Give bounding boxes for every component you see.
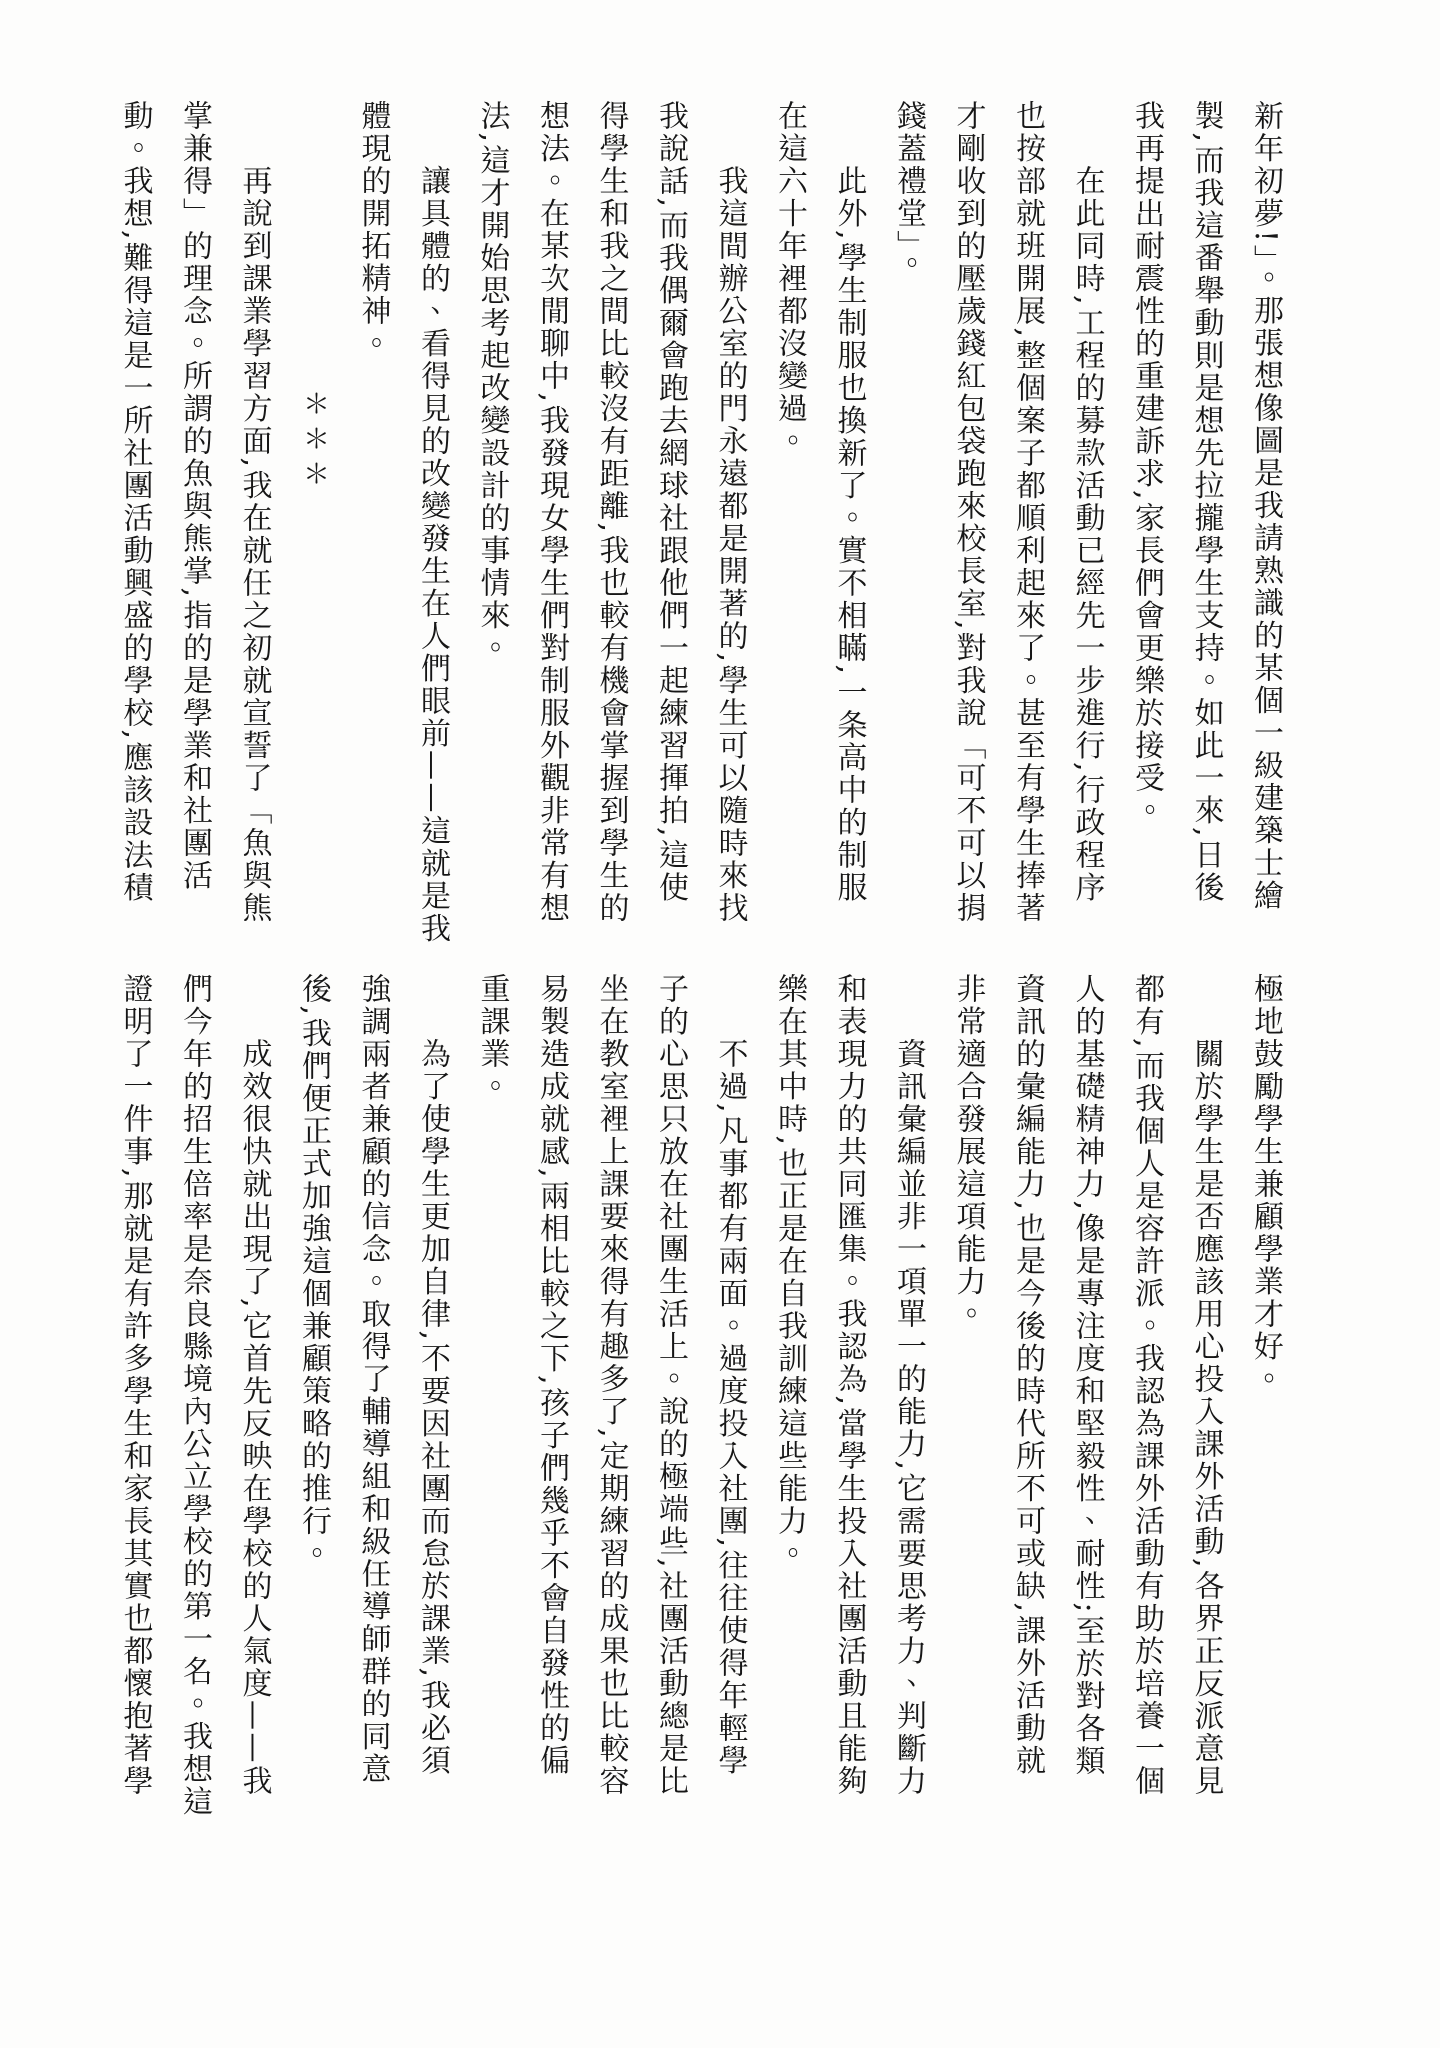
text-column: 新年初夢!」。那張想像圖是我請熟識的某個一級建築士繪 bbox=[1248, 100, 1283, 913]
text-column: 為了使學生更加自律,不要因社團而怠於課業,我必須 bbox=[415, 1038, 450, 1778]
text-column: 們今年的招生倍率是奈良縣境內公立學校的第一名。我想這 bbox=[177, 973, 212, 1818]
text-column: 掌兼得」的理念。所謂的魚與熊掌,指的是學業和社團活 bbox=[177, 100, 212, 893]
text-column: 再說到課業學習方面,我在就任之初就宣誓了「魚與熊 bbox=[236, 165, 272, 925]
text-column: 成效很快就出現了,它首先反映在學校的人氣度——我 bbox=[236, 1038, 272, 1798]
text-column: 易製造成就感,兩相比較之下,孩子們幾乎不會自發性的偏 bbox=[534, 973, 569, 1778]
text-column: 我說話,而我偶爾會跑去網球社跟他們一起練習揮拍,這使 bbox=[653, 100, 688, 905]
text-block-bottom bbox=[99, 973, 1295, 1829]
text-column: 資訊的彙編能力,也是今後的時代所不可或缺,課外活動就 bbox=[1010, 973, 1045, 1778]
text-column: 才剛收到的壓歲錢紅包袋跑來校長室,對我說「可不可以捐 bbox=[950, 100, 986, 925]
text-column: 也按部就班開展,整個案子都順利起來了。甚至有學生捧著 bbox=[1010, 100, 1045, 925]
text-column: 強調兩者兼顧的信念。取得了輔導組和級任導師群的同意 bbox=[355, 973, 391, 1786]
text-column: 重課業。 bbox=[474, 973, 510, 1103]
text-column: 製,而我這番舉動則是想先拉攏學生支持。如此一來,日後 bbox=[1188, 100, 1224, 905]
text-column: 法,這才開始思考起改變設計的事情來。 bbox=[474, 100, 510, 665]
text-column: 不過,凡事都有兩面。過度投入社團,往往使得年輕學 bbox=[712, 1038, 748, 1778]
text-column: 此外,學生制服也換新了。實不相瞞,一条高中的制服 bbox=[831, 165, 867, 905]
text-column: 後,我們便正式加強這個兼顧策略的推行。 bbox=[296, 973, 331, 1571]
text-column: 體現的開拓精神。 bbox=[355, 100, 391, 360]
text-column: 動。我想,難得這是一所社團活動興盛的學校,應該設法積 bbox=[117, 100, 153, 905]
text-column: 子的心思只放在社團生活上。說的極端些,社團活動總是比 bbox=[653, 973, 688, 1798]
text-column: 錢蓋禮堂」。 bbox=[891, 100, 926, 280]
text-column: 讓具體的、看得見的改變發生在人們眼前——這就是我 bbox=[415, 165, 450, 945]
text-column: 和表現力的共同匯集。我認為,當學生投入社團活動且能夠 bbox=[831, 973, 867, 1798]
text-column: 我這間辦公室的門永遠都是開著的,學生可以隨時來找 bbox=[712, 165, 748, 925]
text-column: 我再提出耐震性的重建訴求,家長們會更樂於接受。 bbox=[1129, 100, 1164, 828]
text-column: 在這六十年裡都沒變過。 bbox=[772, 100, 807, 458]
text-column: 坐在教室裡上課要來得有趣多了,定期練習的成果也比較容 bbox=[593, 973, 629, 1798]
text-column: 在此同時,工程的募款活動已經先一步進行,行政程序 bbox=[1069, 165, 1105, 905]
text-column: 人的基礎精神力,像是專注度和堅毅性、耐性;至於對各類 bbox=[1069, 973, 1105, 1778]
text-column: 證明了一件事,那就是有許多學生和家長其實也都懷抱著學 bbox=[117, 973, 153, 1798]
text-column: 資訊彙編並非一項單一的能力,它需要思考力、判斷力 bbox=[891, 1038, 926, 1798]
text-column: 樂在其中時,也正是在自我訓練這些能力。 bbox=[772, 973, 807, 1571]
text-column: 想法。在某次閒聊中,我發現女學生們對制服外觀非常有想 bbox=[534, 100, 569, 925]
text-column: 極地鼓勵學生兼顧學業才好。 bbox=[1248, 973, 1283, 1396]
text-column: 都有,而我個人是容許派。我認為課外活動有助於培養一個 bbox=[1129, 973, 1164, 1798]
text-column: 非常適合發展這項能力。 bbox=[950, 973, 986, 1331]
section-separator: ＊＊＊ bbox=[298, 390, 329, 495]
text-column: 得學生和我之間比較沒有距離,我也較有機會掌握到學生的 bbox=[593, 100, 629, 925]
text-column: 關於學生是否應該用心投入課外活動,各界正反派意見 bbox=[1188, 1038, 1224, 1798]
text-block-top bbox=[99, 100, 1295, 956]
